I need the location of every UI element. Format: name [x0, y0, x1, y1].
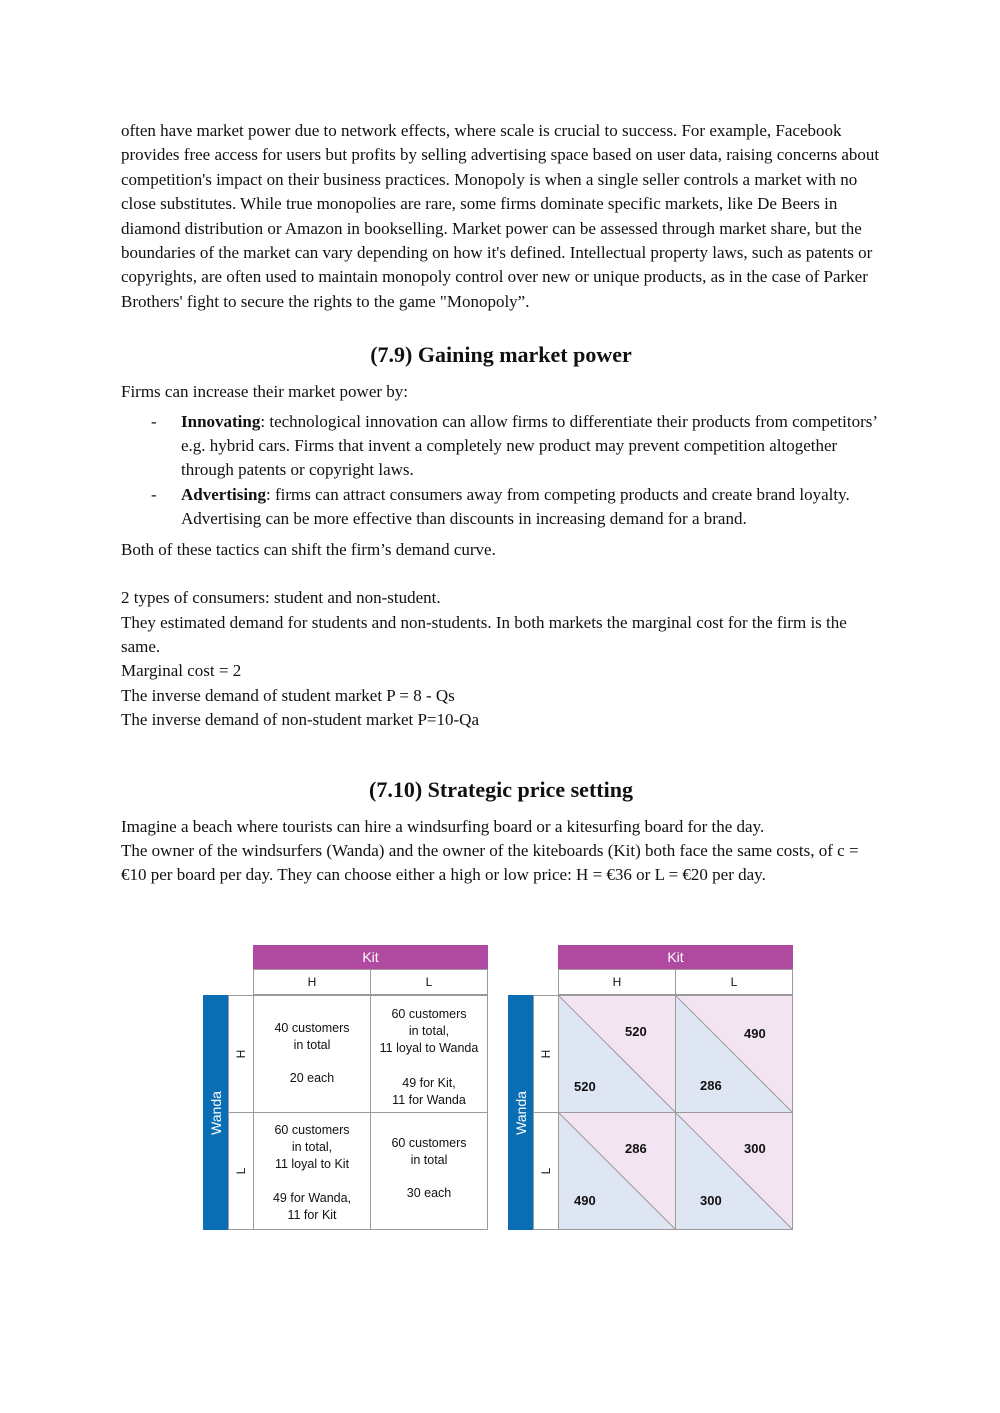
payoff-split: [559, 1113, 675, 1229]
section-closing: Both of these tactics can shift the firm’s demand curve.: [121, 539, 496, 559]
wanda-strategy-l: L: [533, 1112, 559, 1230]
wanda-payoff: 490: [574, 1193, 596, 1208]
payoff-lh: [558, 1112, 676, 1230]
wanda-label: Wanda: [207, 1090, 224, 1135]
payoff-split: [559, 996, 675, 1112]
kit-payoff: 520: [625, 1024, 647, 1039]
kit-payoff: 286: [625, 1141, 647, 1156]
wanda-strategy-l: L: [228, 1112, 254, 1230]
wanda-bar: [508, 995, 533, 1230]
wanda-strategy-h: H: [228, 995, 254, 1113]
document-page: [121, 119, 881, 888]
wanda-payoff: 286: [700, 1078, 722, 1093]
section-heading-7-10: (7.10) Strategic price setting: [369, 776, 633, 802]
wanda-payoff: 520: [574, 1079, 596, 1094]
bullet-marker: -: [151, 484, 157, 504]
kit-strategy-l: L: [675, 969, 793, 995]
cost-description: The owner of the windsurfers (Wanda) and the owner of the kiteboards (Kit) both face the same costs, of c = €10 per board per day. They can choose either a high or low price: H = €36 or L = €20 per day.: [121, 840, 859, 885]
non-student-demand: The inverse demand of non-student market P=10-Qa: [121, 710, 479, 730]
payoff-split: [676, 996, 792, 1112]
payoff-hl: [675, 995, 793, 1113]
marginal-cost: Marginal cost = 2: [121, 661, 242, 681]
outcome-ll: 60 customers in total 30 each: [370, 1112, 488, 1230]
kit-payoff: 490: [744, 1026, 766, 1041]
outcome-table: [203, 945, 489, 1231]
bullet-term: Advertising: [181, 484, 266, 504]
consumer-types: 2 types of consumers: student and non-student.: [121, 588, 441, 608]
outcome-lh: 60 customers in total, 11 loyal to Kit 49 for Wanda, 11 for Kit: [253, 1112, 371, 1230]
kit-strategy-l: L: [370, 969, 488, 995]
section-lead: Firms can increase their market power by:: [121, 382, 409, 402]
demand-estimate-text: They estimated demand for students and non-students. In both markets the marginal cost for the firm is the same.: [121, 612, 847, 656]
wanda-label: Wanda: [512, 1090, 529, 1135]
wanda-bar: [203, 995, 228, 1230]
list-item: [121, 410, 881, 483]
student-demand: The inverse demand of student market P = 8 - Qs: [121, 685, 455, 705]
list-item: [121, 483, 881, 532]
bullet-marker: -: [151, 411, 157, 431]
beach-description: Imagine a beach where tourists can hire a windsurfing board or a kitesurfing board for the day.: [121, 816, 765, 836]
bullet-text: : technological innovation can allow firms to differentiate their products from competitors’ e.g. hybrid cars. Firms that invent a completely new product may prevent competition altogether through patents or copyright laws.: [181, 411, 877, 480]
kit-strategy-h: H: [253, 969, 371, 995]
wanda-payoff: 300: [700, 1193, 722, 1208]
outcome-hl: 60 customers in total, 11 loyal to Wanda 49 for Kit, 11 for Wanda: [370, 995, 488, 1113]
payoff-hh: [558, 995, 676, 1113]
kit-header: Kit: [253, 945, 488, 969]
outcome-hh: 40 customers in total 20 each: [253, 995, 371, 1113]
bullet-term: Innovating: [181, 411, 261, 431]
payoff-ll: [675, 1112, 793, 1230]
kit-header: Kit: [558, 945, 793, 969]
section-heading-7-9: (7.9) Gaining market power: [370, 342, 632, 368]
wanda-strategy-h: H: [533, 995, 559, 1113]
bullet-text: : firms can attract consumers away from competing products and create brand loyalty. Advertising can be more effective than discounts in increasing demand for a brand.: [181, 484, 850, 529]
payoff-table: [508, 945, 794, 1231]
payoff-split: [676, 1113, 792, 1229]
bullet-list: [121, 410, 881, 532]
kit-strategy-h: H: [558, 969, 676, 995]
kit-payoff: 300: [744, 1141, 766, 1156]
intro-paragraph: often have market power due to network effects, where scale is crucial to success. For example, Facebook provides free access for users but profits by selling advertising space based on user data, raising concerns about competition's impact on their business practices. Monopoly is when a single seller controls a market with no close substitutes. While true monopolies are rare, some firms dominate specific markets, like De Beers in diamond distribution or Amazon in bookselling. Market power can be assessed through market share, but the boundaries of the market can vary depending on how it's defined. Intellectual property laws, such as patents or copyrights, are often used to maintain monopoly control over new or unique products, as in the case of Parker Brothers' fight to secure the rights to the game "Monopoly”.: [121, 121, 880, 311]
